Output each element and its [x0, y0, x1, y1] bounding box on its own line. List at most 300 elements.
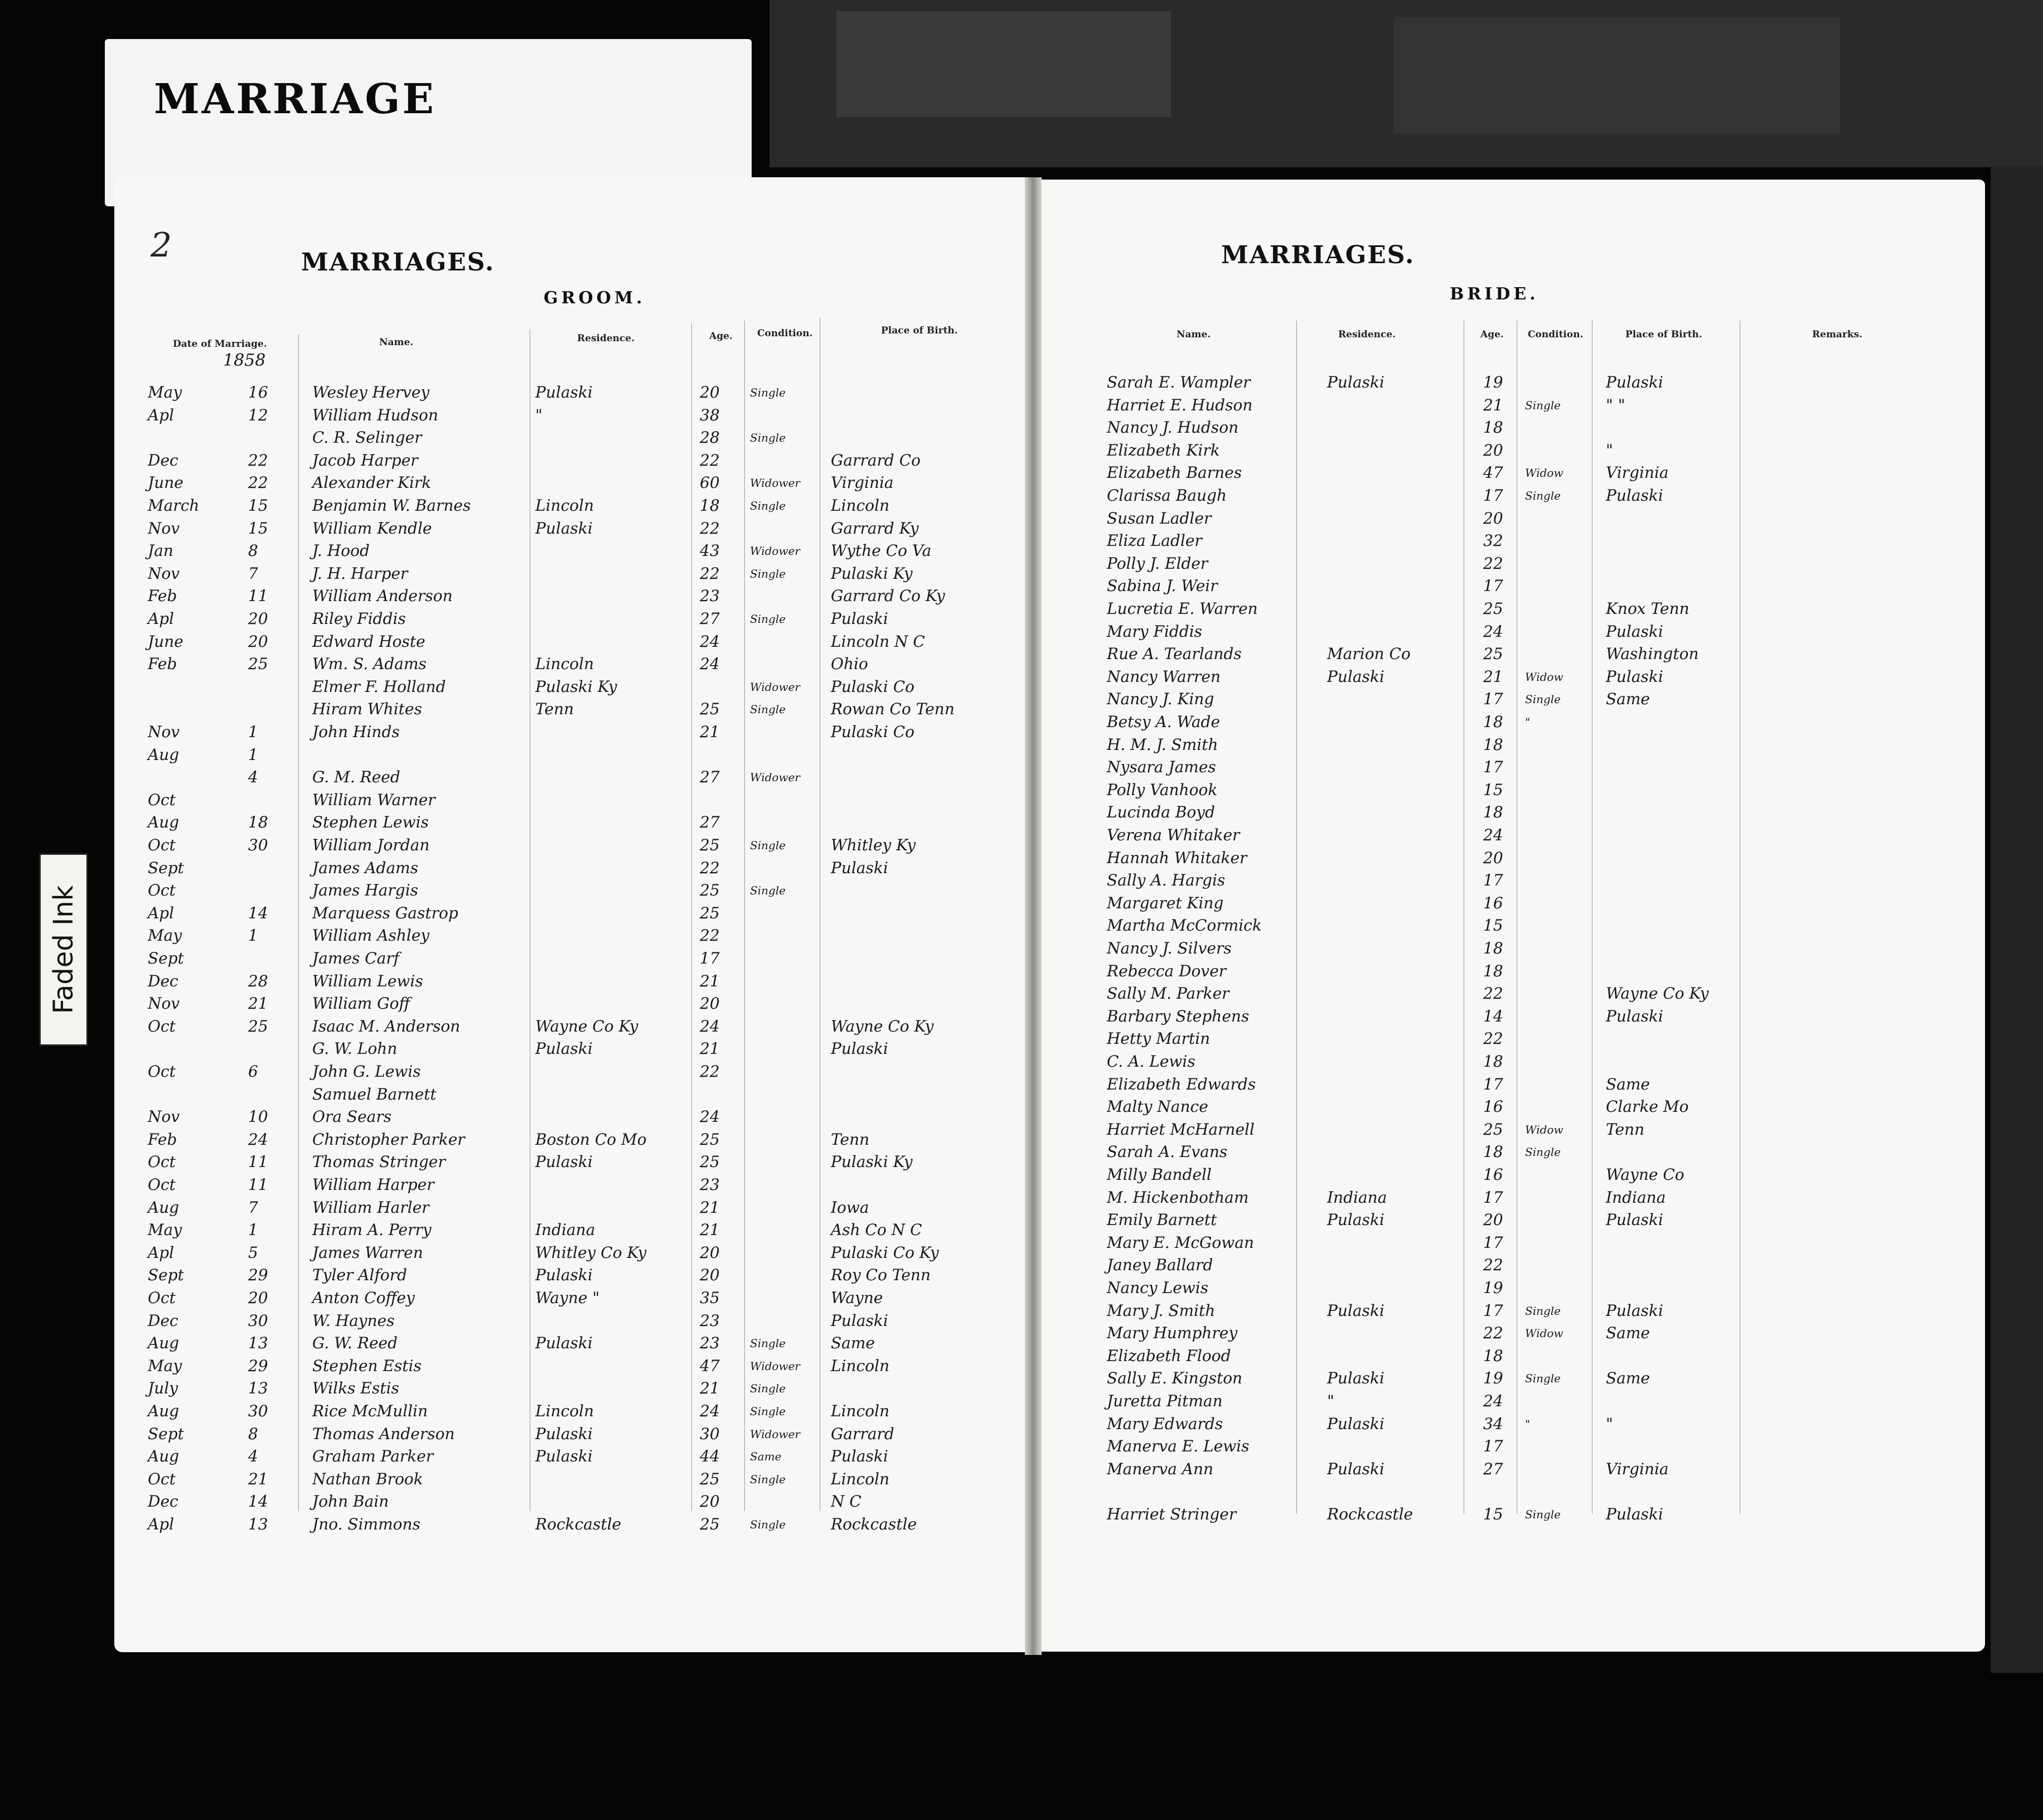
groom-name: William Jordan	[312, 836, 430, 854]
entry-day: 21	[248, 1469, 268, 1488]
bride-age: 18	[1483, 1143, 1503, 1161]
groom-birthplace: Rockcastle	[831, 1515, 917, 1533]
col-bride-residence: Residence.	[1338, 329, 1396, 340]
groom-age: 25	[700, 1469, 720, 1488]
groom-name: Rice McMullin	[312, 1402, 428, 1420]
bride-age: 25	[1483, 599, 1503, 618]
groom-name: William Goff	[312, 994, 410, 1013]
entry-month: Nov	[148, 723, 180, 741]
col-groom-name: Name.	[379, 337, 414, 348]
bride-age: 19	[1483, 1369, 1503, 1388]
groom-age: 20	[700, 1492, 720, 1511]
groom-age: 24	[700, 632, 720, 651]
entry-month: Apl	[148, 1515, 175, 1533]
bride-name: Harriet McHarnell	[1107, 1120, 1255, 1139]
groom-age: 18	[700, 496, 720, 515]
groom-condition: Widower	[750, 1427, 800, 1441]
groom-birthplace: Roy Co Tenn	[831, 1266, 931, 1285]
entry-month: Feb	[148, 655, 177, 674]
bride-residence: Pulaski	[1327, 667, 1384, 686]
bride-age: 14	[1483, 1006, 1503, 1025]
entry-day: 1	[248, 723, 258, 741]
groom-name: J. Hood	[312, 541, 370, 560]
bride-name: Elizabeth Edwards	[1107, 1074, 1256, 1093]
bride-name: Sarah E. Wampler	[1107, 373, 1251, 391]
column-rule	[744, 321, 745, 1511]
entry-month: Oct	[148, 1153, 176, 1172]
bride-name: Nancy J. Silvers	[1107, 939, 1232, 957]
groom-age: 21	[700, 1039, 720, 1058]
entry-month: Oct	[148, 790, 176, 809]
groom-name: William Harper	[312, 1175, 434, 1194]
groom-name: Jno. Simmons	[312, 1515, 420, 1533]
groom-age: 20	[700, 1266, 720, 1285]
bride-birthplace: Pulaski	[1606, 1301, 1663, 1320]
groom-birthplace: Wayne Co Ky	[831, 1017, 934, 1035]
groom-residence: Pulaski Ky	[535, 677, 617, 696]
entry-month: Oct	[148, 836, 176, 854]
entry-day: 21	[248, 994, 268, 1013]
groom-age: 23	[700, 1311, 720, 1330]
entry-day: 30	[248, 1402, 268, 1420]
groom-condition: Single	[750, 1472, 786, 1486]
entry-day: 11	[248, 1175, 268, 1194]
entry-day: 20	[248, 1289, 268, 1307]
bride-age: 18	[1483, 418, 1503, 437]
groom-age: 21	[700, 723, 720, 741]
groom-age: 38	[700, 405, 720, 424]
groom-name: William Warner	[312, 790, 435, 809]
groom-age: 47	[700, 1356, 720, 1375]
bride-age: 20	[1483, 1211, 1503, 1230]
bride-name: Betsy A. Wade	[1107, 713, 1221, 731]
bride-name: Polly Vanhook	[1107, 780, 1218, 799]
record-type-title: MARRIAGE	[154, 75, 436, 123]
bride-name: Mary E. McGowan	[1107, 1233, 1254, 1252]
bride-birthplace: Indiana	[1606, 1188, 1666, 1207]
bride-birthplace: Wayne Co Ky	[1606, 984, 1709, 1003]
entry-day: 18	[248, 813, 268, 832]
groom-condition: Single	[750, 499, 786, 512]
bride-age: 21	[1483, 667, 1503, 686]
record-year: 1858	[223, 351, 266, 370]
groom-section-heading: GROOM.	[544, 288, 646, 308]
entry-day: 20	[248, 609, 268, 628]
bride-birthplace: " "	[1606, 395, 1625, 414]
groom-age: 21	[700, 1198, 720, 1217]
bride-age: 27	[1483, 1459, 1503, 1478]
groom-age: 28	[700, 428, 720, 447]
groom-name: Nathan Brook	[312, 1469, 423, 1488]
bride-age: 20	[1483, 509, 1503, 527]
groom-age: 23	[700, 1334, 720, 1353]
bride-age: 19	[1483, 1279, 1503, 1297]
groom-birthplace: Virginia	[831, 473, 894, 492]
groom-name: Elmer F. Holland	[312, 677, 446, 696]
entry-day: 1	[248, 1221, 258, 1240]
groom-name: Thomas Anderson	[312, 1424, 455, 1443]
entry-month: Oct	[148, 881, 176, 900]
groom-name: Edward Hoste	[312, 632, 425, 651]
entry-day: 15	[248, 496, 268, 515]
groom-condition: Single	[750, 1382, 786, 1396]
bride-name: Verena Whitaker	[1107, 826, 1240, 844]
bride-residence: Pulaski	[1327, 1414, 1384, 1433]
groom-age: 25	[700, 1153, 720, 1172]
groom-age: 30	[700, 1424, 720, 1443]
groom-residence: Lincoln	[535, 655, 594, 674]
groom-condition: Single	[750, 1405, 786, 1418]
entry-day: 11	[248, 587, 268, 606]
bride-condition: Single	[1525, 693, 1561, 706]
bride-name: Nancy J. Hudson	[1107, 418, 1239, 437]
groom-condition: Widower	[750, 680, 800, 694]
entry-month: Oct	[148, 1017, 176, 1035]
entry-month: Sept	[148, 1266, 184, 1285]
entry-month: Sept	[148, 1424, 184, 1443]
bride-age: 47	[1483, 463, 1503, 482]
groom-birthplace: Pulaski Co Ky	[831, 1243, 939, 1262]
entry-month: Feb	[148, 587, 177, 606]
entry-month: Aug	[148, 813, 180, 832]
groom-name: G. W. Lohn	[312, 1039, 398, 1058]
bride-name: Sabina J. Weir	[1107, 577, 1218, 596]
bride-birthplace: Tenn	[1606, 1120, 1645, 1139]
groom-name: Wesley Hervey	[312, 383, 430, 401]
bride-name: Rebecca Dover	[1107, 961, 1227, 980]
bride-condition: Widow	[1525, 670, 1563, 684]
bride-age: 24	[1483, 1392, 1503, 1410]
bride-age: 18	[1483, 713, 1503, 731]
bride-age: 18	[1483, 961, 1503, 980]
bride-name: M. Hickenbotham	[1107, 1188, 1249, 1207]
groom-name: James Warren	[312, 1243, 423, 1262]
groom-birthplace: Rowan Co Tenn	[831, 700, 955, 719]
bride-name: Mary Edwards	[1107, 1414, 1223, 1433]
bride-age: 22	[1483, 1256, 1503, 1275]
bride-residence: Indiana	[1327, 1188, 1387, 1207]
groom-age: 22	[700, 564, 720, 583]
bride-age: 22	[1483, 1324, 1503, 1343]
bride-age: 18	[1483, 1346, 1503, 1365]
groom-birthplace: Wayne	[831, 1289, 883, 1307]
entry-month: May	[148, 926, 182, 945]
groom-birthplace: Garrard Ky	[831, 519, 919, 538]
groom-residence: Pulaski	[535, 1266, 593, 1285]
col-groom-birthplace: Place of Birth.	[881, 325, 958, 336]
groom-age: 44	[700, 1447, 720, 1466]
bride-name: Sally E. Kingston	[1107, 1369, 1243, 1388]
groom-birthplace: Pulaski	[831, 1039, 888, 1058]
groom-birthplace: Pulaski Ky	[831, 564, 913, 583]
entry-day: 20	[248, 632, 268, 651]
groom-name: William Harler	[312, 1198, 429, 1217]
entry-day: 13	[248, 1379, 268, 1398]
groom-name: Graham Parker	[312, 1447, 434, 1466]
col-groom-residence: Residence.	[577, 333, 635, 344]
entry-month: Aug	[148, 745, 180, 764]
groom-residence: Whitley Co Ky	[535, 1243, 647, 1262]
groom-residence: Tenn	[535, 700, 574, 719]
groom-name: William Ashley	[312, 926, 430, 945]
bride-name: Lucretia E. Warren	[1107, 599, 1258, 618]
groom-name: James Hargis	[312, 881, 419, 900]
bride-age: 17	[1483, 486, 1503, 505]
entry-month: Aug	[148, 1198, 180, 1217]
bride-birthplace: "	[1606, 1414, 1613, 1433]
groom-condition: Widower	[750, 771, 800, 785]
groom-birthplace: Ohio	[831, 655, 868, 674]
groom-condition: Single	[750, 703, 786, 717]
bride-condition: Single	[1525, 1372, 1561, 1386]
bride-age: 16	[1483, 1165, 1503, 1184]
bride-condition: Widow	[1525, 1327, 1563, 1340]
groom-birthplace: Whitley Ky	[831, 836, 916, 854]
bride-age: 22	[1483, 1029, 1503, 1048]
entry-day: 1	[248, 926, 258, 945]
groom-birthplace: Garrard Co	[831, 451, 921, 469]
column-rule	[298, 335, 299, 1511]
entry-month: Nov	[148, 994, 180, 1013]
groom-name: G. M. Reed	[312, 768, 400, 787]
col-bride-condition: Condition.	[1528, 329, 1584, 340]
groom-birthplace: Pulaski	[831, 609, 888, 628]
bride-age: 18	[1483, 803, 1503, 822]
groom-name: William Lewis	[312, 971, 423, 990]
entry-month: May	[148, 1356, 182, 1375]
bride-name: Hetty Martin	[1107, 1029, 1211, 1048]
bride-birthplace: "	[1606, 441, 1613, 459]
entry-month: May	[148, 383, 182, 401]
left-page-heading: MARRIAGES.	[301, 248, 495, 277]
groom-residence: Lincoln	[535, 496, 594, 515]
groom-age: 25	[700, 1515, 720, 1533]
groom-age: 22	[700, 858, 720, 877]
col-remarks: Remarks.	[1812, 329, 1863, 340]
col-bride-name: Name.	[1177, 329, 1211, 340]
groom-name: James Carf	[312, 949, 400, 967]
entry-month: Nov	[148, 564, 180, 583]
groom-birthplace: Pulaski Co	[831, 723, 914, 741]
groom-age: 43	[700, 541, 720, 560]
groom-condition: Single	[750, 839, 786, 852]
background-shadow	[1394, 17, 1840, 134]
entry-day: 29	[248, 1356, 268, 1375]
bride-name: Elizabeth Barnes	[1107, 463, 1242, 482]
bride-birthplace: Same	[1606, 690, 1650, 709]
bride-age: 20	[1483, 441, 1503, 459]
bride-name: Nancy J. King	[1107, 690, 1214, 709]
bride-age: 17	[1483, 1188, 1503, 1207]
bride-name: Mary J. Smith	[1107, 1301, 1216, 1320]
groom-birthplace: Pulaski	[831, 1447, 888, 1466]
bride-age: 24	[1483, 622, 1503, 641]
groom-birthplace: Iowa	[831, 1198, 869, 1217]
entry-day: 22	[248, 451, 268, 469]
entry-day: 13	[248, 1515, 268, 1533]
bride-age: 25	[1483, 1120, 1503, 1139]
groom-age: 21	[700, 971, 720, 990]
groom-name: John Bain	[312, 1492, 389, 1511]
entry-month: Oct	[148, 1175, 176, 1194]
groom-birthplace: Lincoln	[831, 496, 890, 515]
entry-day: 14	[248, 1492, 268, 1511]
groom-name: Hiram A. Perry	[312, 1221, 432, 1240]
bride-name: Emily Barnett	[1107, 1211, 1217, 1230]
groom-birthplace: Tenn	[831, 1130, 870, 1149]
bride-residence: Pulaski	[1327, 1301, 1384, 1320]
bride-birthplace: Pulaski	[1606, 373, 1663, 391]
bride-name: Polly J. Elder	[1107, 554, 1208, 573]
bride-birthplace: Same	[1606, 1074, 1650, 1093]
groom-residence: Boston Co Mo	[535, 1130, 647, 1149]
entry-month: Dec	[148, 1492, 178, 1511]
bride-age: 32	[1483, 531, 1503, 550]
groom-age: 22	[700, 1062, 720, 1081]
bride-age: 17	[1483, 1301, 1503, 1320]
entry-month: July	[148, 1379, 178, 1398]
bride-condition: Single	[1525, 1145, 1561, 1159]
entry-day: 11	[248, 1153, 268, 1172]
bride-name: Mary Fiddis	[1107, 622, 1203, 641]
faded-ink-tag	[39, 853, 88, 1046]
groom-age: 25	[700, 700, 720, 719]
groom-age: 60	[700, 473, 720, 492]
groom-age: 25	[700, 1130, 720, 1149]
entry-month: Aug	[148, 1402, 180, 1420]
bride-age: 21	[1483, 395, 1503, 414]
bride-name: Martha McCormick	[1107, 916, 1262, 935]
entry-month: Jan	[148, 541, 173, 560]
entry-day: 13	[248, 1334, 268, 1353]
groom-age: 25	[700, 881, 720, 900]
bride-condition: "	[1525, 715, 1531, 729]
groom-birthplace: Pulaski	[831, 1311, 888, 1330]
bride-residence: Pulaski	[1327, 1459, 1384, 1478]
bride-residence: Pulaski	[1327, 1211, 1384, 1230]
entry-month: Sept	[148, 858, 184, 877]
groom-condition: Single	[750, 386, 786, 399]
bride-section-heading: BRIDE.	[1450, 284, 1539, 304]
bride-age: 17	[1483, 758, 1503, 777]
entry-month: Feb	[148, 1130, 177, 1149]
groom-residence: Wayne "	[535, 1289, 600, 1307]
bride-name: Juretta Pitman	[1107, 1392, 1223, 1410]
bride-birthplace: Wayne Co	[1606, 1165, 1684, 1184]
bride-birthplace: Same	[1606, 1324, 1650, 1343]
bride-age: 24	[1483, 826, 1503, 844]
groom-age: 25	[700, 836, 720, 854]
bride-age: 17	[1483, 690, 1503, 709]
entry-month: Oct	[148, 1289, 176, 1307]
bride-name: Manerva Ann	[1107, 1459, 1214, 1478]
groom-age: 24	[700, 1017, 720, 1035]
groom-age: 27	[700, 813, 720, 832]
groom-residence: Pulaski	[535, 1153, 593, 1172]
groom-residence: Pulaski	[535, 1334, 593, 1353]
groom-birthplace: Lincoln	[831, 1356, 890, 1375]
groom-birthplace: Pulaski	[831, 858, 888, 877]
bride-age: 15	[1483, 1505, 1503, 1523]
groom-name: Jacob Harper	[312, 451, 418, 469]
entry-month: May	[148, 1221, 182, 1240]
bride-age: 34	[1483, 1414, 1503, 1433]
bride-name: Hannah Whitaker	[1107, 848, 1247, 867]
entry-day: 30	[248, 836, 268, 854]
bride-birthplace: Pulaski	[1606, 486, 1663, 505]
groom-age: 17	[700, 949, 720, 967]
entry-day: 8	[248, 541, 258, 560]
bride-condition: Single	[1525, 1304, 1561, 1318]
groom-age: 27	[700, 768, 720, 787]
groom-name: C. R. Selinger	[312, 428, 422, 447]
groom-birthplace: Lincoln N C	[831, 632, 925, 651]
bride-birthplace: Virginia	[1606, 463, 1669, 482]
entry-month: Dec	[148, 451, 178, 469]
entry-day: 12	[248, 405, 268, 424]
bride-age: 16	[1483, 893, 1503, 912]
entry-day: 24	[248, 1130, 268, 1149]
bride-birthplace: Pulaski	[1606, 1211, 1663, 1230]
bride-name: Harriet Stringer	[1107, 1505, 1237, 1523]
bride-name: Nancy Lewis	[1107, 1279, 1209, 1297]
groom-age: 22	[700, 519, 720, 538]
entry-month: March	[148, 496, 200, 515]
groom-birthplace: Ash Co N C	[831, 1221, 922, 1240]
groom-name: Stephen Lewis	[312, 813, 429, 832]
bride-name: Sarah A. Evans	[1107, 1143, 1228, 1161]
bride-residence: "	[1327, 1392, 1334, 1410]
entry-month: Apl	[148, 405, 175, 424]
entry-day: 7	[248, 1198, 258, 1217]
groom-condition: Widower	[750, 476, 800, 490]
groom-residence: Wayne Co Ky	[535, 1017, 638, 1035]
groom-condition: Single	[750, 1337, 786, 1351]
bride-name: C. A. Lewis	[1107, 1052, 1195, 1071]
bride-name: H. M. J. Smith	[1107, 735, 1218, 754]
groom-age: 22	[700, 926, 720, 945]
entry-day: 4	[248, 768, 258, 787]
bride-condition: Single	[1525, 1508, 1561, 1521]
bride-name: Elizabeth Flood	[1107, 1346, 1231, 1365]
bride-age: 22	[1483, 984, 1503, 1003]
bride-name: Nysara James	[1107, 758, 1216, 777]
entry-month: Apl	[148, 903, 175, 922]
entry-month: Dec	[148, 1311, 178, 1330]
entry-day: 25	[248, 655, 268, 674]
entry-month: Apl	[148, 1243, 175, 1262]
groom-birthplace: Pulaski Ky	[831, 1153, 913, 1172]
groom-name: Ora Sears	[312, 1107, 392, 1126]
bride-name: Rue A. Tearlands	[1107, 645, 1242, 664]
bride-age: 17	[1483, 1233, 1503, 1252]
bride-name: Clarissa Baugh	[1107, 486, 1227, 505]
groom-birthplace: Same	[831, 1334, 875, 1353]
groom-condition: Widower	[750, 544, 800, 558]
bride-age: 17	[1483, 1074, 1503, 1093]
groom-condition: Widower	[750, 1359, 800, 1373]
entry-month: June	[148, 473, 183, 492]
column-rule	[1296, 321, 1297, 1514]
bride-name: Lucinda Boyd	[1107, 803, 1215, 822]
groom-age: 35	[700, 1289, 720, 1307]
groom-birthplace: N C	[831, 1492, 861, 1511]
groom-age: 24	[700, 655, 720, 674]
groom-age: 21	[700, 1221, 720, 1240]
bride-name: Eliza Ladler	[1107, 531, 1202, 550]
entry-month: Sept	[148, 949, 184, 967]
bride-name: Sally A. Hargis	[1107, 871, 1226, 890]
